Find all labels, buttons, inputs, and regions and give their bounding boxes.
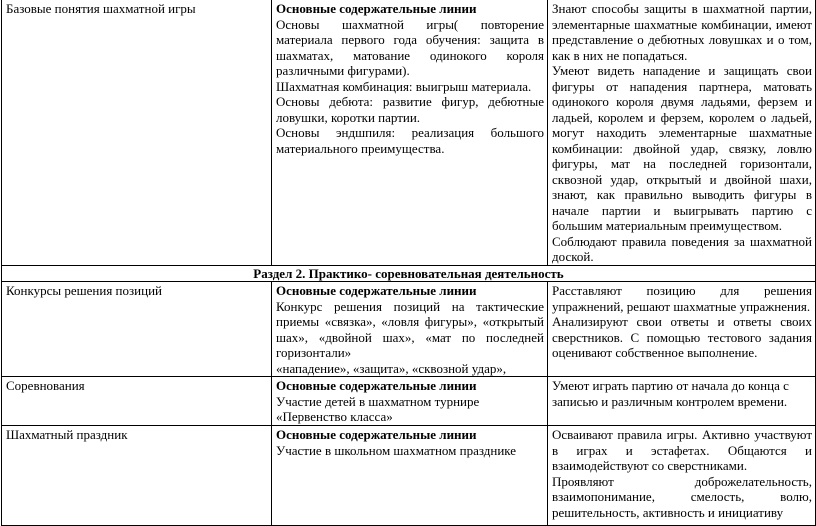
content-heading: Основные содержательные линии xyxy=(276,283,477,298)
content-cell xyxy=(272,377,548,426)
content-line: Основы эндшпиля: реализация большого материального преимущества. xyxy=(276,125,544,156)
content-line: Основы дебюта: развитие фигур, дебютные ловушки, коротки партии. xyxy=(276,94,544,125)
activities-cell xyxy=(548,377,816,426)
activity-line: Осваивают правила игры. Активно участвуют в играх и эстафетах. Общаются и взаимодействуют со сверстниками. xyxy=(552,427,812,473)
content-cell xyxy=(272,426,548,526)
content-line: Конкурс решения позиций на тактические приемы «связка», «ловля фигуры», «открытый шах», «двойной шах», «мат по последней горизонтали» xyxy=(276,298,544,360)
topic-cell xyxy=(2,426,272,526)
topic-text: Конкурсы решения позиций xyxy=(6,283,162,298)
content-cell xyxy=(272,0,548,265)
topic-cell xyxy=(2,377,272,426)
table-row xyxy=(2,426,816,526)
content-cell xyxy=(272,282,548,377)
section-row xyxy=(2,265,816,282)
activity-line: Соблюдают правила поведения за шахматной доской. xyxy=(552,233,812,264)
activities-cell xyxy=(548,0,816,265)
topic-text: Шахматный праздник xyxy=(6,427,128,442)
content-heading: Основные содержательные линии xyxy=(276,378,477,393)
activities-cell xyxy=(548,282,816,377)
topic-text: Соревнования xyxy=(6,378,85,393)
activity-line: Умеют видеть нападение и защищать свои фигуры от нападения партнера, матовать одинокого короля двумя ладьями, ферзем и ладьей, королем и ферзем, королем о ладьей, могут находить элементарные шахматные комбинации: двойной удар, связку, ловлю фигуры, мат на последней горизонтали, сквозной удар, открытый и двойной шахи, знают, как правильно выводить фигуры в начале партии и выигрывать партию с большим материальным преимуществом. xyxy=(552,63,812,233)
content-heading: Основные содержательные линии xyxy=(276,427,477,442)
activity-line: Расставляют позицию для решения упражнений, решают шахматные упражнения. xyxy=(552,283,812,314)
table-row xyxy=(2,282,816,377)
content-line: Участие в школьном шахматном празднике xyxy=(276,442,517,458)
topic-cell xyxy=(2,282,272,377)
content-heading: Основные содержательные линии xyxy=(276,1,477,16)
content-line: Шахматная комбинация: выигрыш материала. xyxy=(276,78,532,94)
curriculum-table xyxy=(1,0,816,526)
topic-text: Базовые понятия шахматной игры xyxy=(6,1,196,16)
table-row xyxy=(2,377,816,426)
content-line: Основы шахматной игры( повторение материала первого года обучения: защита в шахматах, матование одинокого короля различными фигурами). xyxy=(276,16,544,78)
activity-line: Умеют играть партию от начала до конца с записью и различным контролем времени. xyxy=(552,378,789,409)
content-line: Участие детей в шахматном турнире «Первенство класса» xyxy=(276,393,480,424)
activities-cell xyxy=(548,426,816,526)
section-title: Раздел 2. Практико- соревновательная деятельность xyxy=(2,265,816,282)
activity-line: Знают способы защиты в шахматной партии, элементарные шахматные комбинации, имеют представление о дебютных ловушках и о том, как в них не попадаться. xyxy=(552,1,812,63)
topic-cell xyxy=(2,0,272,265)
activity-line: Проявляют доброжелательность, взаимопонимание, смелость, волю, решительность, активность и инициативу xyxy=(552,473,812,520)
table-row xyxy=(2,0,816,265)
activity-line: Анализируют свои ответы и ответы своих сверстников. С помощью тестового задания оценивают собственное выполнение. xyxy=(552,314,812,360)
content-line: «нападение», «защита», «сквозной удар», xyxy=(276,360,507,376)
